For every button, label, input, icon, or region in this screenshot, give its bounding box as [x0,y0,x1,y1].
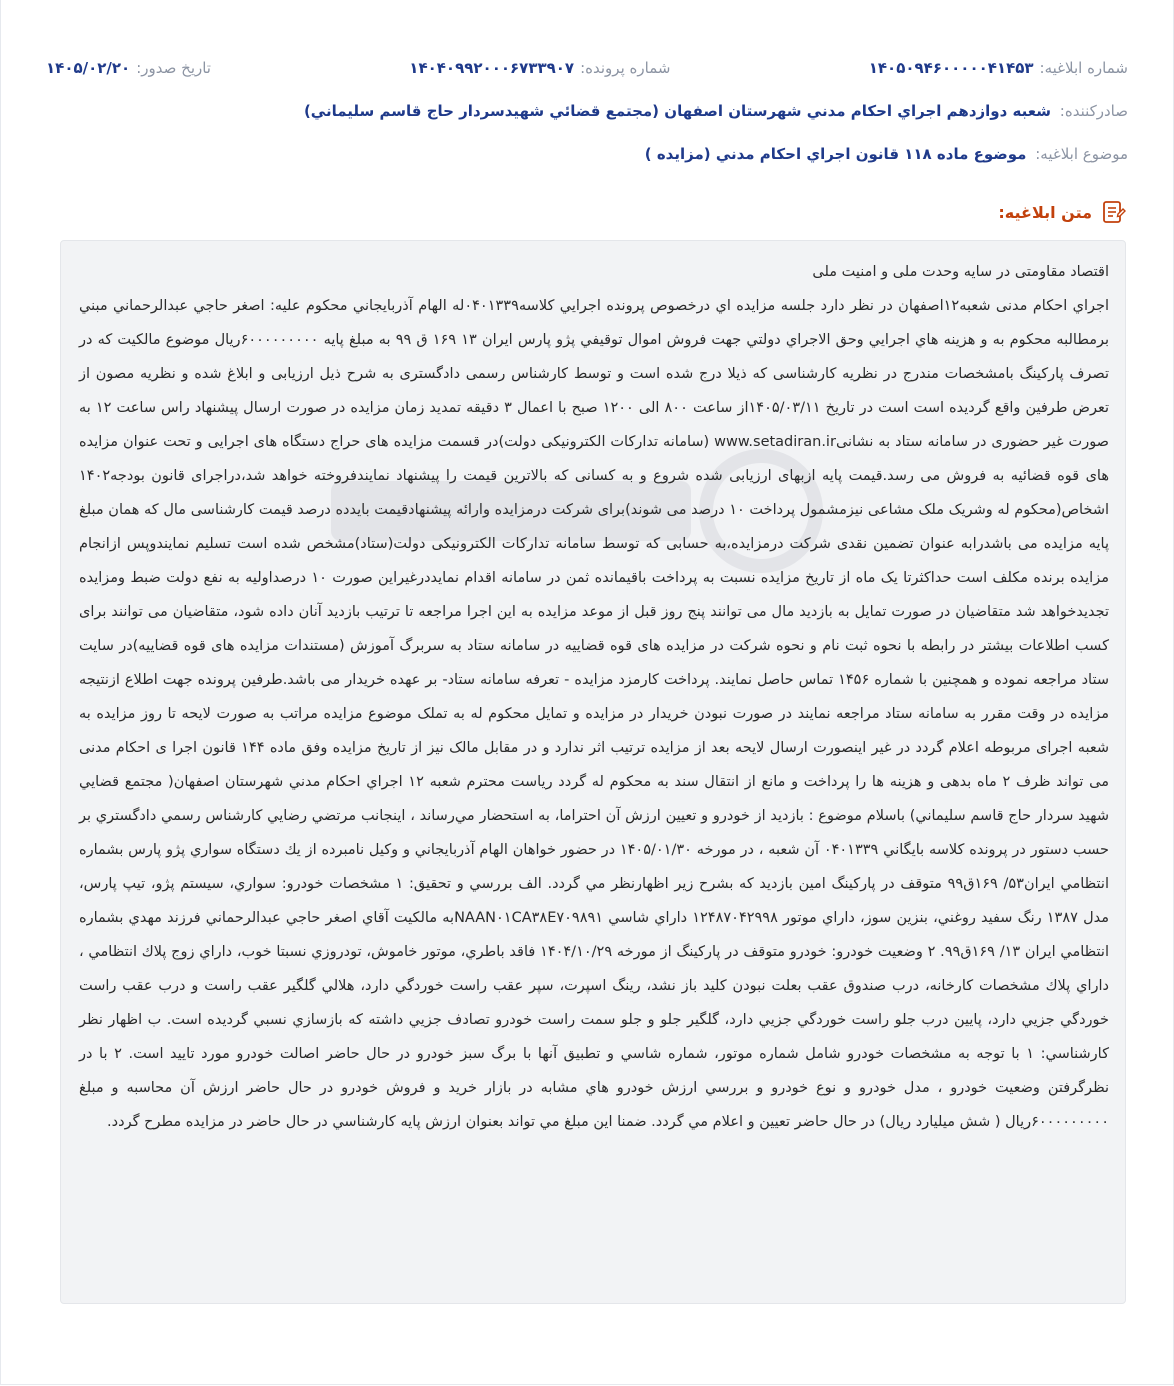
notice-body [79,255,1109,1139]
subject-value: موضوع ماده ۱۱۸ قانون اجراي احكام مدني (مزايده ) [644,145,1027,163]
issue-date-label: تاريخ صدور: [136,59,211,77]
slogan: اقتصاد مقاومتی در سایه وحدت ملی و امنیت ملی [812,264,1109,280]
case-number-value: ۱۴۰۴۰۹۹۲۰۰۰۶۷۳۳۹۰۷ [409,59,575,77]
notice-number-label: شماره ابلاغيه: [1039,59,1128,77]
issuer-value: شعبه دوازدهم اجراي احكام مدني شهرستان اصفهان (مجتمع قضائي شهيدسردار حاج قاسم سليماني) [303,102,1051,120]
case-number-label: شماره پرونده: [580,59,671,77]
notice-paragraph: اجراي احكام مدنی شعبه۱۲اصفهان در نظر دارد جلسه مزايده اي درخصوص پرونده اجرايي كلاسه۰۴۰۱۳۳۹له الهام آذربايجاني محكوم عليه: اصغر حاجي عبدالرحماني مبني برمطالبه محكوم به و هزينه هاي اجرايي وحق الاجراي دولتي جهت فروش اموال توقيفي پژو پارس ايران ۱۳ ۱۶۹ ق ۹۹ به مبلغ پايه ۶۰۰۰۰۰۰۰۰۰ريال موضوع مالكيت كه در تصرف پاركينگ بامشخصات مندرج در نظريه كارشناسی كه ذيلا درج شده است و توسط كارشناس رسمی دادگستری به شرح ذيل ارزيابی و ابلاغ شده و نظريه مصون از تعرض طرفين واقع گرديده است است در تاریخ ۱۴۰۵/۰۳/۱۱از ساعت ۸۰۰ الی ۱۲۰۰ صبح با اعمال ۳ دقيقه تمديد زمان مزايده در صورت ارسال پيشنهاد راس ساعت ۱۲ به صورت غير حضوری در سامانه ستاد به نشانیwww.setadiran.ir (سامانه تداركات الكترونيكی دولت)در قسمت مزايده های حراج دستگاه های اجرايی و تحت عنوان مزايده های قوه قضائيه به فروش می رسد.قيمت پايه ازبهای ارزيابی شده شروع و به كسانی كه بالاترين قيمت را پيشنهاد نمايندفروخته خواهد شد،دراجرای قانون بودجه۱۴۰۲ اشخاص(محكوم له وشريک ملک مشاعی نیزمشمول پرداخت ۱۰ درصد می شوند)برای شركت درمزايده وارائه پيشنهادقيمت بايدده درصد قيمت كارشناسی مال كه همان مبلغ پايه مزايده می باشدرابه عنوان تضمين نقدی شركت درمزايده،به حسابی كه توسط سامانه تداركات الكترونيكی دولت(ستاد)مشخص شده است تسليم نمايندوپس ازانجام مزايده برنده مكلف است حداكثرتا يک ماه از تاريخ مزايده نسبت به پرداخت باقيمانده ثمن در سامانه اقدام نمايددرغيراين صورت ۱۰ درصداوليه به نفع دولت ضبط ومزايده تجديدخواهد شد متقاضيان در صورت تمايل به بازديد مال می توانند پنج روز قبل از موعد مزايده به اين اجرا مراجعه تا ترتيب بازديد آنان داده شود، متقاضيان می توانند برای كسب اطلاعات بيشتر در رابطه با نحوه ثبت نام و نحوه شركت در مزايده های قوه قضاييه در سامانه ستاد به سربرگ آموزش (مستندات مزايده های قوه قضاييه)در سايت ستاد مراجعه نموده و همچنين با شماره ۱۴۵۶ تماس حاصل نمايند. پرداخت کارمزد مزایده - تعرفه سامانه ستاد- بر عهده خریدار می باشد.طرفین پرونده جهت اطلاع ازنتیجه مزایده در وقت مقرر به سامانه ستاد مراجعه نمایند در صورت نبودن خریدار در مزایده و تمایل محکوم له به تملک موضوع مزایده مراتب به صورت لایحه تا روز مزایده به شعبه اجرای مربوطه اعلام گردد در غیر اینصورت ارسال لایحه بعد از مزایده ترتیب اثر ندارد و در مقابل مالک نیز از تاریخ مزایده وفق ماده ۱۴۴ قانون اجرا ی احکام مدنی می تواند ظرف ۲ ماه بدهی و هزینه ها را پرداخت و مانع از انتقال سند به محکوم له گردد ریاست محترم شعبه ۱۲ اجراي احكام مدني شهرستان اصفهان( مجتمع قضايي شهيد سردار حاج قاسم سليماني) باسلام موضوع : بازديد از خودرو و تعيين ارزش آن احتراما، به استحضار مي‌رساند ، اينجانب مرتضي رضايي كارشناس رسمي دادگستري بر حسب دستور در پرونده كلاسه بايگاني ۰۴۰۱۳۳۹ آن شعبه ، در مورخه ۱۴۰۵/۰۱/۳۰ در حضور خواهان الهام آذربايجاني و وكيل نامبرده از يك دستگاه سواري پژو پارس بشماره انتظامي ايران۵۳/ ۱۶۹ق۹۹ متوقف در پاركينگ امين بازديد كه بشرح زير اظهارنظر مي گردد. الف بررسي و تحقيق: ۱ مشخصات خودرو: سواري، سيستم پژو، تيپ پارس، مدل ۱۳۸۷ رنگ سفيد روغني، بنزين سوز، داراي موتور ۱۲۴۸۷۰۴۲۹۹۸ داراي شاسي NAAN۰۱CA۳۸E۷۰۹۸۹۱به مالكيت آقاي اصغر حاجي عبدالرحماني فرزند مهدي بشماره انتظامي ايران ۱۳/ ۱۶۹ق۹۹. ۲ وضعيت خودرو: خودرو متوقف در پاركينگ از مورخه ۱۴۰۴/۱۰/۲۹ فاقد باطري، موتور خاموش، تودروزي نسبتا خوب، داراي زوج پلاك انتظامي ، داراي پلاك مشخصات كارخانه، درب صندوق عقب بعلت نبودن كليد باز نشد، رينگ اسپرت، سپر عقب راست خوردگي دارد، هلالي گلگير عقب راست و درب عقب راست خوردگي جزيي دارد، پايين درب جلو راست خوردگي جزيي دارد، گلگير جلو و جلو سمت راست خودرو تصادف جزيي داشته كه بازسازي نسبي گرديده است. ب اظهار نظر كارشناسي: ۱ با توجه به مشخصات خودرو شامل شماره موتور، شماره شاسي و تطبيق آنها با برگ سبز خودرو در حال حاضر اصالت خودرو مورد تاييد است. ۲ با در نظرگرفتن وضعيت خودرو ، مدل خودرو و نوع خودرو و بررسي ارزش خودرو هاي مشابه در بازار خريد و فروش خودرو در حال حاضر ارزش آن محاسبه و مبلغ ۶۰۰۰۰۰۰۰۰۰ريال ( شش ميليارد ريال) در حال حاضر تعيين و اعلام مي گردد. ضمنا اين مبلغ مي تواند بعنوان ارزش پايه كارشناسي در حال حاضر در مزايده مطرح گردد. [79,298,1110,1130]
section-title: متن ابلاغيه: [998,202,1092,222]
issuer-row [46,99,1128,123]
notice-text-box [60,240,1126,1304]
notice-number-value: ۱۴۰۵۰۹۴۶۰۰۰۰۰۴۱۴۵۳ [868,59,1034,77]
issuer-label: صادرکننده: [1059,102,1128,120]
issue-date [46,56,211,80]
subject-row [46,142,1128,166]
notice-text-heading [998,199,1126,225]
notice-meta-row [46,56,1128,80]
case-number [409,56,670,80]
issue-date-value: ۱۴۰۵/۰۲/۲۰ [46,59,131,77]
subject-label: موضوع ابلاغيه: [1035,145,1128,163]
notice-number [869,56,1128,80]
document-icon [1100,199,1126,225]
